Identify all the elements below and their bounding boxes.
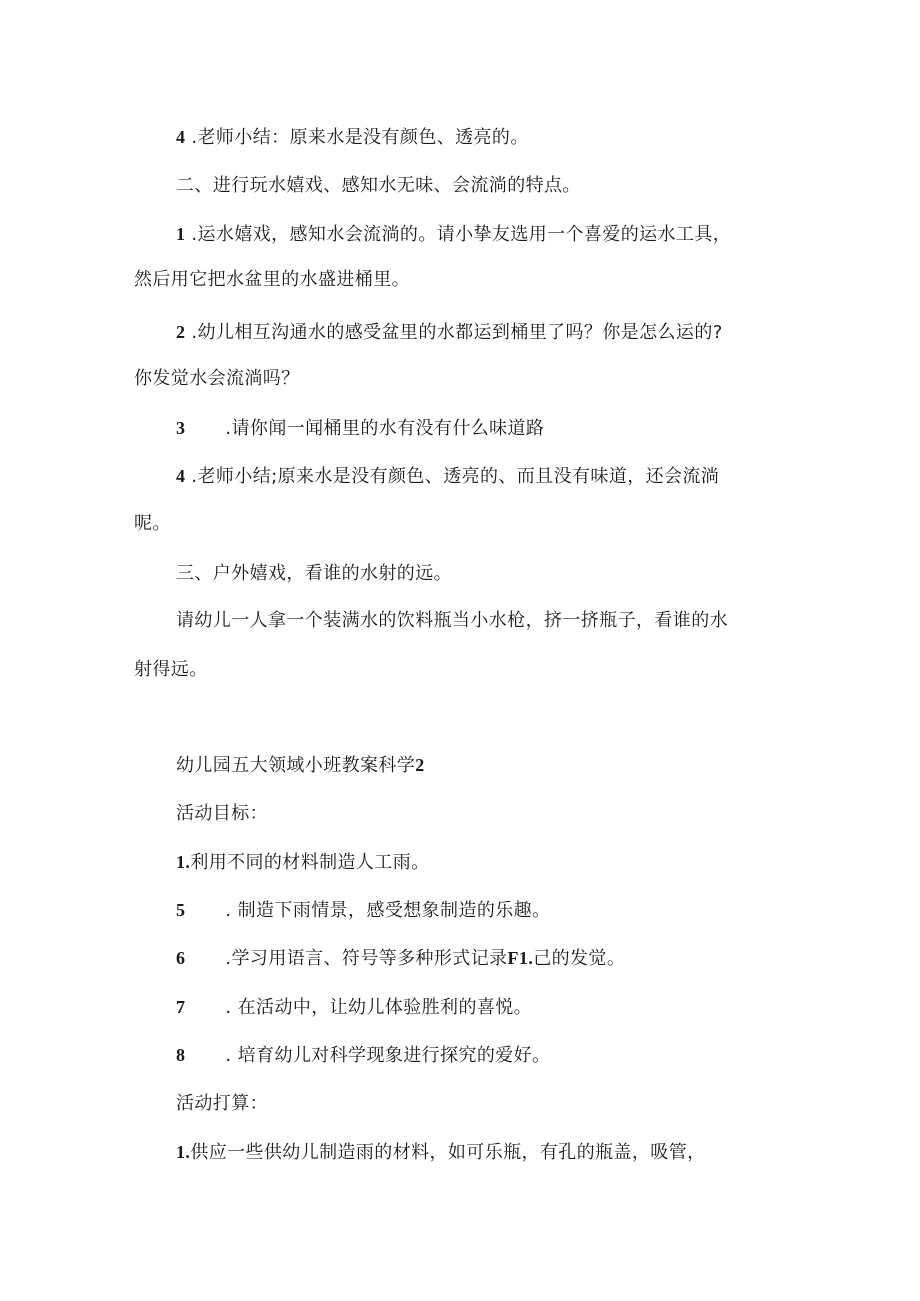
paragraph-line [176,1140,706,1165]
section-heading [176,802,268,826]
paragraph-line [176,222,731,247]
paragraph-line [176,1043,550,1068]
list-number: 8 [176,1045,186,1065]
list-number: 1. [176,1142,191,1162]
paragraph-text: 利用不同的材料制造人工雨。 [190,852,430,873]
paragraph-text: 射得远。 [134,659,208,680]
paragraph-text: 二、进行玩水嬉戏、感知水无味、会流淌的特点。 [176,175,581,196]
paragraph-line [176,995,532,1020]
paragraph-text: .学习用语言、符号等多种形式记录 [225,948,508,969]
paragraph-line [134,268,410,292]
paragraph-line [176,320,723,345]
paragraph-text: 活动打算： [176,1093,268,1114]
paragraph-line [176,416,544,441]
paragraph-line [176,946,625,971]
paragraph-text: .老师小结：原来水是没有颜色、透亮的。 [191,127,529,148]
paragraph-text: .老师小结;原来水是没有颜色、透亮的、而且没有味道，还会流淌 [191,466,720,487]
paragraph-text: 你发觉水会流淌吗？ [134,368,300,389]
paragraph-text: 己的发觉。 [533,948,626,969]
paragraph-text: . 制造下雨情景，感受想象制造的乐趣。 [225,900,551,921]
paragraph-text: .幼儿相互沟通水的感受盆里的水都运到桶里了吗？你是怎么运的? [191,322,723,343]
list-number: 1. [176,852,191,872]
paragraph-text: . 在活动中，让幼儿体验胜利的喜悦。 [225,997,533,1018]
title-number: 2 [415,755,425,775]
section-heading [176,1092,268,1116]
paragraph-text: 活动目标： [176,803,268,824]
paragraph-text: .请你闻一闻桶里的水有没有什么味道路 [225,418,545,439]
list-number: 3 [176,418,186,438]
list-number: 5 [176,900,186,920]
paragraph-text: . 培育幼儿对科学现象进行探究的爱好。 [225,1045,551,1066]
paragraph-line [176,464,719,489]
ocr-fragment: F1. [507,948,534,968]
paragraph-line [176,850,430,875]
paragraph-text: 供应一些供幼儿制造雨的材料，如可乐瓶，有孔的瓶盖，吸管， [190,1142,706,1163]
list-number: 4 [176,466,186,486]
paragraph-line [134,658,208,682]
paragraph-line [176,609,728,633]
list-number: 2 [176,322,186,342]
document-title [176,753,425,778]
section-heading [176,174,581,198]
paragraph-text: 然后用它把水盆里的水盛进桶里。 [134,269,410,290]
section-heading [176,562,452,586]
list-number: 1 [176,224,186,244]
title-text: 幼儿园五大领域小班教案科学 [176,755,416,776]
paragraph-text: .运水嬉戏，感知水会流淌的。请小挚友选用一个喜爱的运水工具， [191,224,732,245]
paragraph-line [134,512,171,536]
paragraph-line [176,125,529,150]
paragraph-line [134,367,300,391]
list-number: 4 [176,127,186,147]
list-number: 7 [176,997,186,1017]
paragraph-text: 三、户外嬉戏，看谁的水射的远。 [176,563,452,584]
paragraph-text: 请幼儿一人拿一个装满水的饮料瓶当小水枪，挤一挤瓶子，看谁的水 [176,610,728,631]
list-number: 6 [176,948,186,968]
paragraph-line [176,898,550,923]
paragraph-text: 呢。 [134,513,171,534]
